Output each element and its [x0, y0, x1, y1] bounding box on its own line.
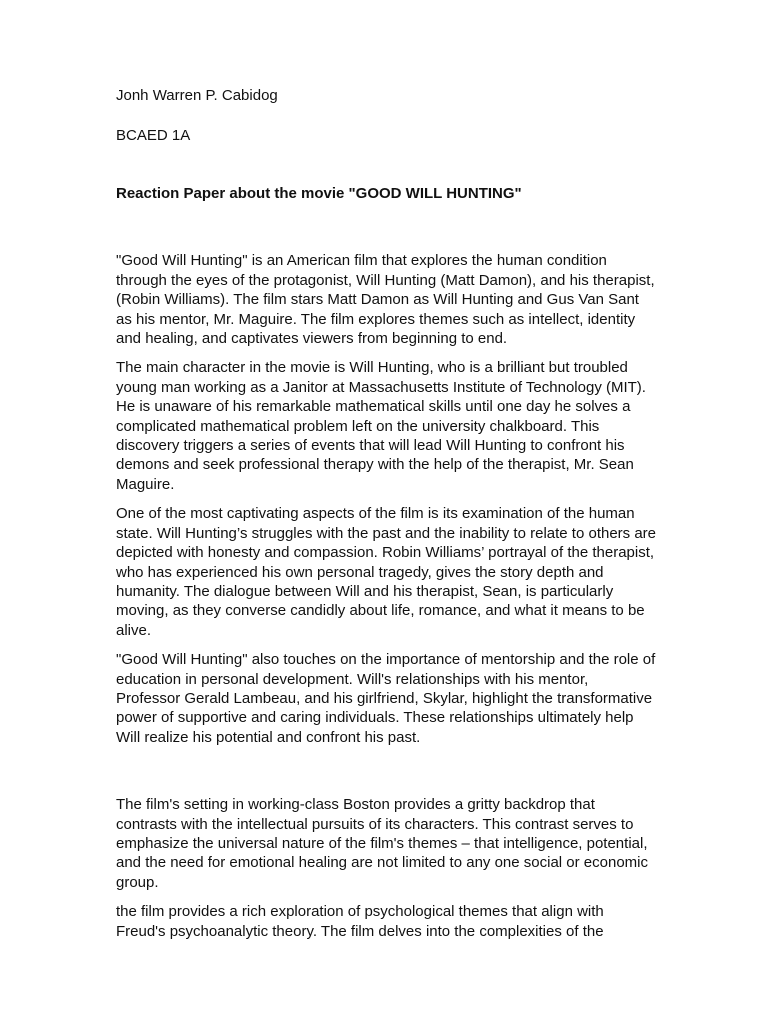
paragraph-mentorship: "Good Will Hunting" also touches on the importance of mentorship and the role of education in personal development. Will's relationships with his mentor, Professor Gerald Lambeau, and his girlfriend, Skylar, highlight the transformative power of supportive and caring individuals. These relationships ultimately help Will realize his potential and confront his past. [116, 651, 656, 746]
author-name: Jonh Warren P. Cabidog [116, 87, 278, 104]
paragraph-introduction: "Good Will Hunting" is an American film that explores the human condition through the eyes of the protagonist, Will Hunting (Matt Damon), and his therapist, (Robin Williams). The film stars Matt Damon as Will Hunting and Gus Van Sant as his mentor, Mr. Maguire. The film explores themes such as intellect, identity and healing, and captivates viewers from beginning to end. [116, 252, 655, 348]
paragraph-main-character: The main character in the movie is Will Hunting, who is a brilliant but troubled young man working as a Janitor at Massachusetts Institute of Technology (MIT). He is unaware of his remarkable mathematical skills until one day he solves a complicated mathematical problem left on the university chalkboard. This discovery triggers a series of events that will lead Will Hunting to confront his demons and seek professional therapy with the help of the therapist, Mr. Sean Maguire. [116, 359, 646, 493]
paragraph-setting: The film's setting in working-class Boston provides a gritty backdrop that contrasts with the intellectual pursuits of its characters. This contrast serves to emphasize the universal nature of the film's themes – that intelligence, potential, and the need for emotional healing are not limited to any one social or economic group. [116, 796, 648, 891]
paragraph-human-state: One of the most captivating aspects of the film is its examination of the human state. Will Hunting’s struggles with the past and the inability to relate to others are depicted with honesty and compassion. Robin Williams’ portrayal of the therapist, who has experienced his own personal tragedy, gives the story depth and humanity. The dialogue between Will and his therapist, Sean, is particularly moving, as they converse candidly about life, romance, and what it means to be alive. [116, 505, 657, 639]
paragraph-psychoanalytic: the film provides a rich exploration of psychological themes that align with Freud's psychoanalytic theory. The film delves into the complexities of the [116, 903, 604, 940]
class-section: BCAED 1A [116, 127, 191, 144]
document-body [116, 86, 656, 941]
paper-title: Reaction Paper about the movie "GOOD WILL HUNTING" [116, 185, 522, 202]
